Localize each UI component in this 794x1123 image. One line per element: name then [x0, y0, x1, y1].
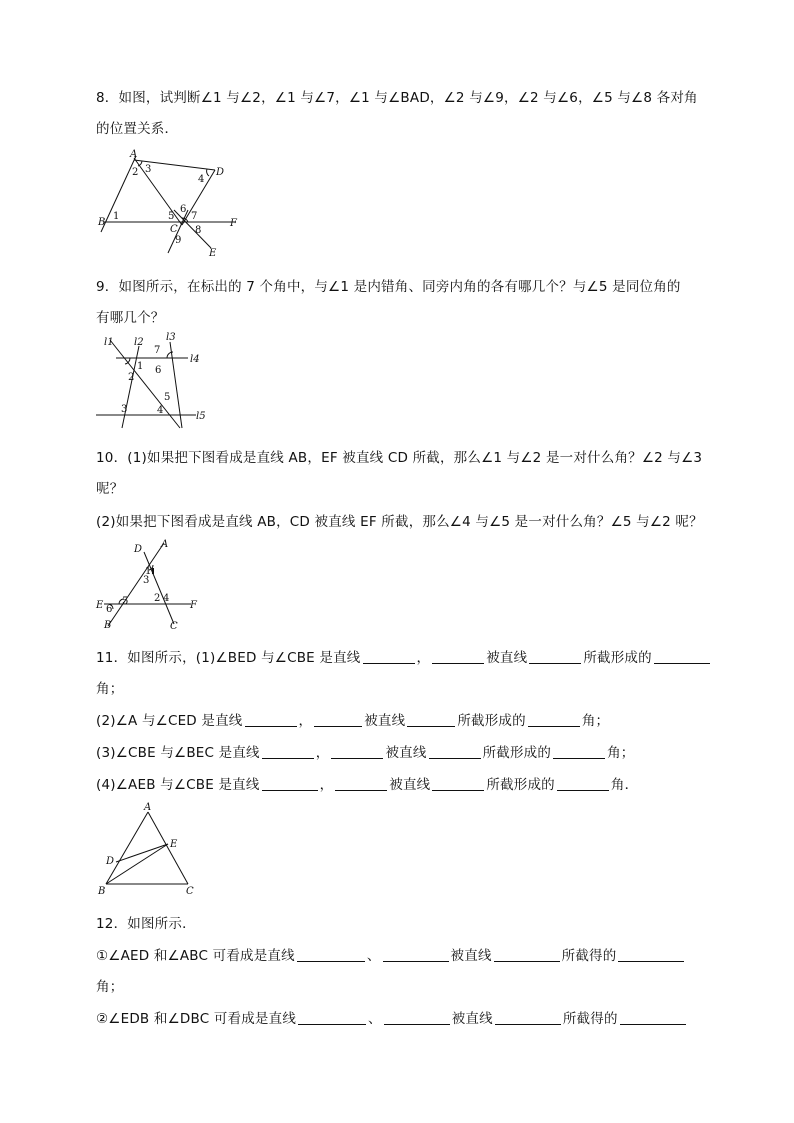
q9-angle-2: 2	[128, 372, 135, 383]
q9-angle-7: 7	[154, 345, 161, 356]
q12-item2	[96, 1007, 688, 1027]
q11-blank[interactable]	[429, 745, 481, 759]
q12-item1-text: ①∠AED 和∠ABC 可看成是直线	[96, 948, 295, 964]
q10-label-C: C	[170, 621, 178, 632]
q10-label-D: D	[134, 544, 143, 555]
q10-line2: 呢？	[96, 481, 124, 497]
q11-blank[interactable]	[432, 650, 484, 664]
q11-blank[interactable]	[407, 713, 455, 727]
q11-cut-by: 被直线	[486, 650, 528, 666]
q11-part4-text: (4)∠AEB 与∠CBE 是直线	[96, 777, 260, 793]
q11-part3	[96, 741, 634, 761]
q8-angle-7: 7	[191, 211, 198, 222]
q9-line2: 有哪几个？	[96, 310, 165, 326]
q11-part4	[96, 773, 638, 793]
q11-sep: ，	[416, 650, 431, 666]
q12-got: 所截得的	[562, 1011, 618, 1027]
q8-label-C: C	[170, 224, 178, 235]
q11-blank[interactable]	[553, 745, 605, 759]
q8-angle-9: 9	[175, 235, 182, 246]
q8-angle-1: 1	[113, 211, 120, 222]
q10-line1: 10．(1)如果把下图看成是直线 AB，EF 被直线 CD 所截，那么∠1 与∠2 是一对什么角？∠2 与∠3	[96, 450, 703, 466]
q8-label-E: E	[209, 248, 217, 259]
q11-figure	[96, 800, 206, 900]
q9-label-l3: l3	[166, 332, 176, 343]
q12-blank[interactable]	[620, 1011, 686, 1025]
q12-blank[interactable]	[298, 1011, 366, 1025]
q8-label-F: F	[230, 218, 237, 229]
q8-angle-2: 2	[132, 167, 139, 178]
q12-blank[interactable]	[383, 948, 449, 962]
q11-label-E: E	[170, 839, 178, 850]
q10-label-B: B	[104, 620, 112, 631]
q9-figure	[96, 332, 216, 432]
q11-cut-by: 被直线	[364, 713, 406, 729]
q12-item1	[96, 944, 686, 964]
q11-blank[interactable]	[557, 777, 609, 791]
q8-angle-4: 4	[198, 174, 205, 185]
q11-blank[interactable]	[331, 745, 383, 759]
q8-angle-5: 5	[168, 211, 175, 222]
q11-blank[interactable]	[245, 713, 297, 727]
q10-angle-3: 3	[143, 575, 150, 586]
q9-angle-3: 3	[121, 404, 128, 415]
q8-angle-8: 8	[195, 225, 202, 236]
q11-formed: 所截形成的	[486, 777, 555, 793]
q10-angle-1: 1	[145, 566, 152, 577]
q10-angle-5: 5	[122, 596, 129, 607]
q10-label-E: E	[96, 600, 104, 611]
q8-label-A: A	[130, 149, 138, 160]
q11-blank[interactable]	[314, 713, 362, 727]
q12-blank[interactable]	[618, 948, 684, 962]
q11-part1	[96, 646, 712, 666]
q11-label-B: B	[98, 886, 106, 897]
q11-blank[interactable]	[262, 745, 314, 759]
q10-angle-2: 2	[154, 593, 161, 604]
q11-part1-end: 角；	[96, 681, 124, 697]
q11-cut-by: 被直线	[385, 745, 427, 761]
q11-cut-by: 被直线	[389, 777, 431, 793]
q11-part2-text: (2)∠A 与∠CED 是直线	[96, 713, 243, 729]
q11-blank[interactable]	[529, 650, 581, 664]
q11-blank[interactable]	[432, 777, 484, 791]
q10-label-A: A	[161, 539, 169, 550]
q9-angle-6: 6	[155, 365, 162, 376]
q8-line1: 8．如图，试判断∠1 与∠2，∠1 与∠7，∠1 与∠BAD，∠2 与∠9，∠2 与∠6，∠5 与∠8 各对角	[96, 90, 698, 106]
q11-label-D: D	[106, 856, 115, 867]
q9-label-l1: l1	[104, 337, 114, 348]
q11-end: 角．	[610, 777, 639, 793]
q11-formed: 所截形成的	[457, 713, 526, 729]
q11-label-A: A	[144, 802, 152, 813]
q9-angle-1: 1	[137, 361, 144, 372]
q12-item1-end: 角；	[96, 979, 124, 995]
q12-got: 所截得的	[561, 948, 617, 964]
q11-part3-text: (3)∠CBE 与∠BEC 是直线	[96, 745, 260, 761]
q11-sep: ，	[319, 777, 334, 793]
q11-sep: ，	[298, 713, 313, 729]
q11-blank[interactable]	[335, 777, 387, 791]
q10-angle-6: 6	[106, 604, 113, 615]
q12-sep: 、	[368, 1011, 382, 1027]
q11-formed: 所截形成的	[583, 650, 652, 666]
q12-blank[interactable]	[297, 948, 365, 962]
q8-angle-6: 6	[180, 204, 187, 215]
q12-blank[interactable]	[495, 1011, 561, 1025]
q12-sep: 、	[366, 948, 381, 964]
q9-angle-4: 4	[157, 405, 164, 416]
q12-cut-by: 被直线	[451, 1011, 493, 1027]
q11-blank[interactable]	[528, 713, 580, 727]
q11-blank[interactable]	[654, 650, 710, 664]
q8-line2: 的位置关系．	[96, 121, 179, 137]
q12-item2-text: ②∠EDB 和∠DBC 可看成是直线	[96, 1011, 297, 1027]
q11-end: 角；	[607, 745, 635, 761]
q9-label-l5: l5	[196, 411, 206, 422]
q8-figure	[96, 148, 246, 258]
q11-blank[interactable]	[363, 650, 415, 664]
q11-end: 角；	[581, 713, 610, 729]
q12-blank[interactable]	[494, 948, 560, 962]
q8-label-B: B	[98, 217, 106, 228]
q10-line3: (2)如果把下图看成是直线 AB，CD 被直线 EF 所截，那么∠4 与∠5 是一对什么角？∠5 与∠2 呢？	[96, 514, 703, 530]
q10-label-F: F	[190, 600, 197, 611]
q8-angle-3: 3	[145, 164, 152, 175]
q12-title: 12．如图所示．	[96, 916, 196, 932]
q11-part1-text: 11．如图所示，(1)∠BED 与∠CBE 是直线	[96, 650, 361, 666]
q11-formed: 所截形成的	[482, 745, 552, 761]
q9-label-l2: l2	[134, 337, 144, 348]
q11-label-C: C	[186, 886, 194, 897]
q12-cut-by: 被直线	[450, 948, 492, 964]
q9-angle-5: 5	[164, 392, 171, 403]
q10-figure	[96, 538, 211, 633]
q9-line1: 9．如图所示，在标出的 7 个角中，与∠1 是内错角、同旁内角的各有哪几个？与∠5 是同位角的	[96, 279, 681, 295]
q11-blank[interactable]	[262, 777, 318, 791]
q11-sep: ，	[315, 745, 330, 761]
q9-label-l4: l4	[190, 354, 200, 365]
q12-blank[interactable]	[384, 1011, 450, 1025]
q11-part2	[96, 709, 609, 729]
q8-label-D: D	[216, 167, 225, 178]
q10-angle-4: 4	[163, 593, 170, 604]
